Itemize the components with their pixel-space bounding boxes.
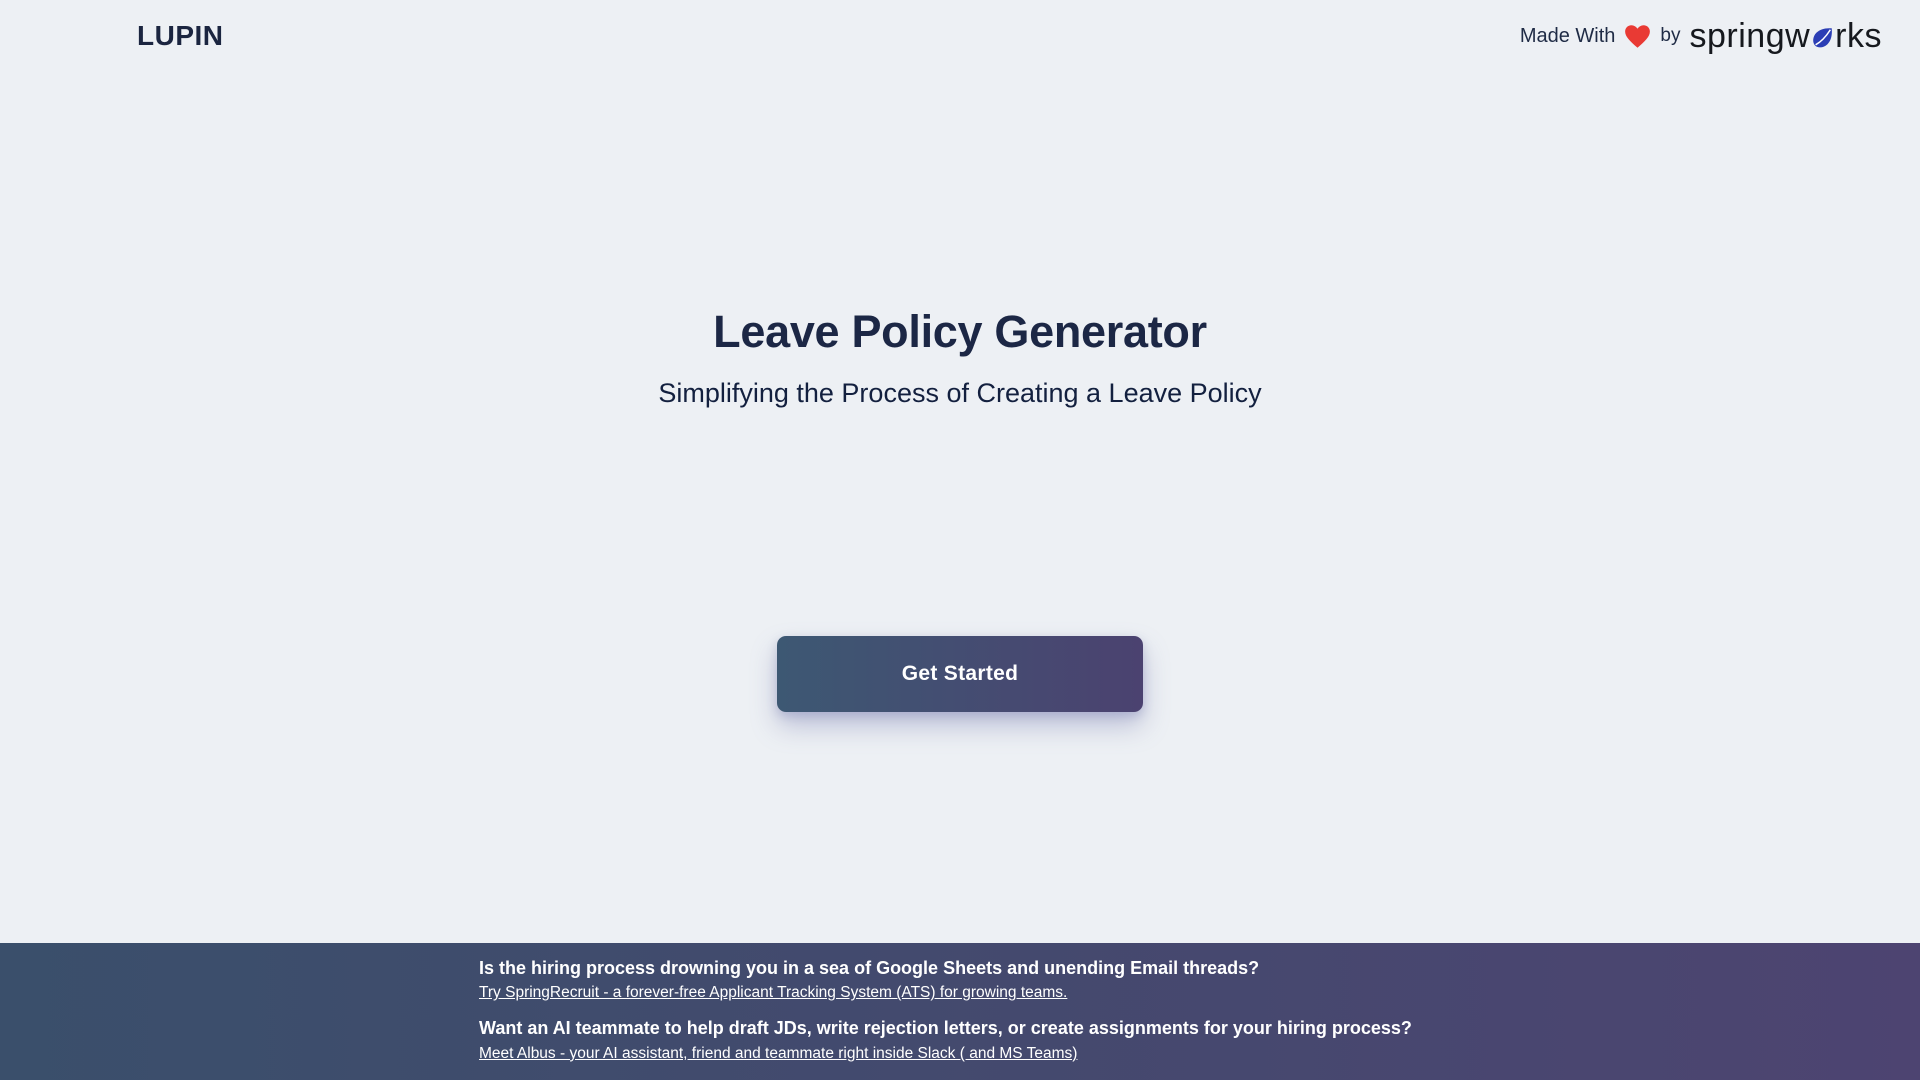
heart-icon <box>1624 24 1651 49</box>
springworks-logo[interactable] <box>1690 19 1883 53</box>
brand-prefix: springw <box>1689 17 1811 55</box>
header <box>0 0 1920 62</box>
made-with-label: Made With <box>1519 24 1616 47</box>
brand-suffix: rks <box>1835 17 1882 55</box>
springworks-leaf-icon <box>1811 26 1834 49</box>
footer-banner <box>0 943 1920 1080</box>
footer-promo-albus <box>479 1016 1441 1063</box>
footer-question: Want an AI teammate to help draft JDs, write rejection letters, or create assignments for your hiring process? <box>479 1018 1412 1039</box>
page-title: Leave Policy Generator <box>713 306 1207 357</box>
footer-content <box>479 943 1441 1080</box>
page-subtitle: Simplifying the Process of Creating a Leave Policy <box>658 378 1262 408</box>
springrecruit-link[interactable]: Try SpringRecruit - a forever-free Applicant Tracking System (ATS) for growing teams. <box>479 984 1068 1002</box>
footer-question: Is the hiring process drowning you in a sea of Google Sheets and unending Email threads? <box>479 958 1260 978</box>
lupin-logo[interactable]: LUPIN <box>137 20 224 51</box>
by-label: by <box>1660 25 1681 46</box>
albus-link[interactable]: Meet Albus - your AI assistant, friend and teammate right inside Slack ( and MS Teams) <box>479 1044 1078 1062</box>
made-with-attribution <box>1520 19 1882 53</box>
get-started-button[interactable]: Get Started <box>777 636 1143 712</box>
footer-promo-springrecruit <box>479 956 1441 1003</box>
